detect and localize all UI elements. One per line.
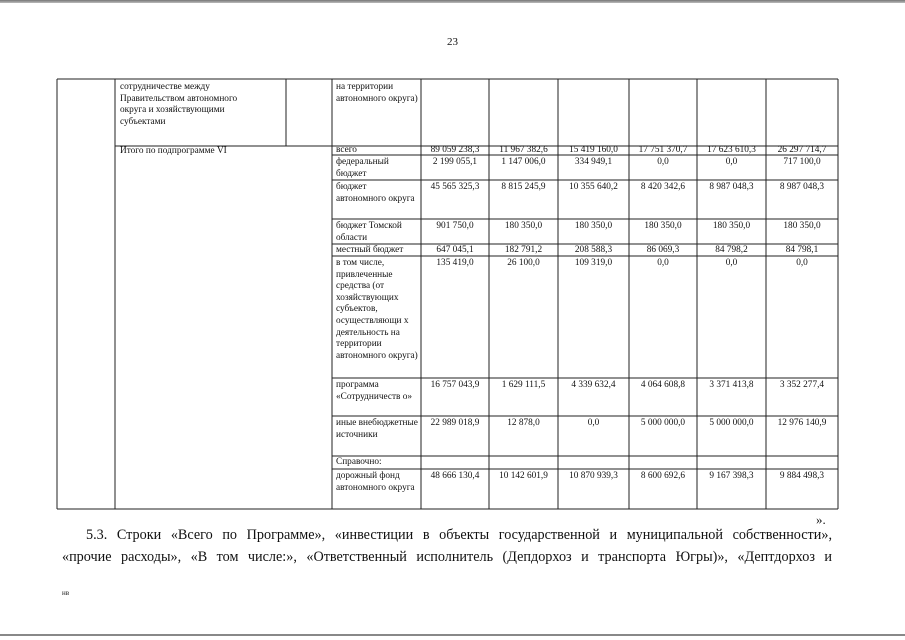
continuation-name-cell: сотрудничестве между Правительством автономного округа и хозяйствующими субъектами [120, 82, 238, 127]
value-cell: 84 798,1 [785, 245, 819, 255]
paragraph-line-1: 5.3. Строки «Всего по Программе», «инвестиции в объекты государственной и муниципальной собственности», [86, 527, 832, 543]
value-cell: 0,0 [657, 157, 669, 167]
closing-quote: ». [816, 512, 826, 527]
value-cell: 89 059 238,3 [430, 145, 480, 155]
value-cell: 16 757 043,9 [430, 380, 480, 390]
value-cell: 3 352 277,4 [779, 380, 825, 390]
value-cell: 84 798,2 [715, 245, 748, 255]
value-cell: 135 419,0 [436, 258, 474, 268]
value-cell: 334 949,1 [574, 157, 613, 167]
value-cell: 901 750,0 [436, 221, 474, 231]
value-cell: 9 884 498,3 [779, 471, 825, 481]
paragraph-line-2: «прочие расходы», «В том числе:», «Ответственный исполнитель (Депдорхоз и транспорта Югры)», «Дептдорхоз и [62, 549, 832, 565]
value-cell: 26 297 714,7 [777, 145, 827, 155]
value-cell: 22 989 018,9 [430, 418, 480, 428]
value-cell: 182 791,2 [504, 245, 543, 255]
value-cell: 12 878,0 [507, 418, 540, 428]
value-cell: 45 565 325,3 [430, 182, 480, 192]
value-cell: 8 987 048,3 [709, 182, 754, 192]
value-cell: 180 350,0 [644, 221, 682, 231]
value-cell: 11 967 382,6 [499, 145, 548, 155]
source-label: в том числе, привлеченные средства (от хозяйствующих субъектов, осуществляющи х деятельность на территории автономного округа) [336, 258, 418, 361]
source-label: программа «Сотрудничеств о» [336, 380, 413, 402]
value-cell: 0,0 [796, 258, 808, 268]
value-cell: 4 064 608,8 [640, 380, 686, 390]
value-cell: 8 815 245,9 [501, 182, 546, 192]
value-cell: 4 339 632,4 [571, 380, 616, 390]
source-label: бюджет автономного округа [336, 182, 415, 204]
value-cell: 180 350,0 [504, 221, 543, 231]
value-cell: 17 623 610,3 [707, 145, 756, 155]
value-cell: 0,0 [725, 258, 738, 268]
continuation-source-cell: на территории автономного округа) [336, 82, 418, 104]
value-cell: 9 167 398,3 [709, 471, 754, 481]
value-cell: 10 355 640,2 [569, 182, 618, 192]
value-cell: 180 350,0 [574, 221, 613, 231]
value-cell: 10 142 601,9 [499, 471, 548, 481]
value-cell: 8 420 342,6 [640, 182, 686, 192]
source-label: иные внебюджетные источники [336, 418, 418, 440]
value-cell: 5 000 000,0 [640, 418, 686, 428]
source-label: бюджет Томской области [336, 221, 402, 243]
value-cell: 180 350,0 [783, 221, 821, 231]
value-cell: 10 870 939,3 [569, 471, 618, 481]
value-cell: 1 629 111,5 [501, 380, 546, 390]
value-cell: 1 147 006,0 [501, 157, 546, 167]
value-cell: 5 000 000,0 [709, 418, 754, 428]
total-label: Итого по подпрограмме VI [120, 146, 227, 156]
source-label: федеральный бюджет [336, 157, 389, 179]
value-cell: 180 350,0 [712, 221, 751, 231]
page-number: 23 [447, 36, 458, 48]
value-cell: 2 199 055,1 [432, 157, 478, 167]
value-cell: 8 987 048,3 [779, 182, 825, 192]
source-label: Справочно: [336, 457, 382, 467]
value-cell: 26 100,0 [507, 258, 540, 268]
scan-top-edge [0, 0, 905, 3]
source-label: дорожный фонд автономного округа [336, 471, 415, 493]
value-cell: 15 419 160,0 [569, 145, 618, 155]
value-cell: 8 600 692,6 [640, 471, 686, 481]
value-cell: 0,0 [725, 157, 738, 167]
value-cell: 12 976 140,9 [777, 418, 827, 428]
footer-mark: нв [62, 589, 70, 597]
value-cell: 0,0 [657, 258, 669, 268]
value-cell: 109 319,0 [574, 258, 613, 268]
value-cell: 3 371 413,8 [709, 380, 754, 390]
scan-bottom-edge [0, 634, 905, 636]
value-cell: 17 751 370,7 [638, 145, 688, 155]
value-cell: 86 069,3 [646, 245, 680, 255]
value-cell: 48 666 130,4 [430, 471, 480, 481]
source-label: всего [336, 145, 357, 155]
value-cell: 0,0 [587, 418, 600, 428]
value-cell: 647 045,1 [436, 245, 474, 255]
value-cell: 717 100,0 [783, 157, 821, 167]
source-label: местный бюджет [336, 245, 404, 255]
value-cell: 208 588,3 [574, 245, 613, 255]
